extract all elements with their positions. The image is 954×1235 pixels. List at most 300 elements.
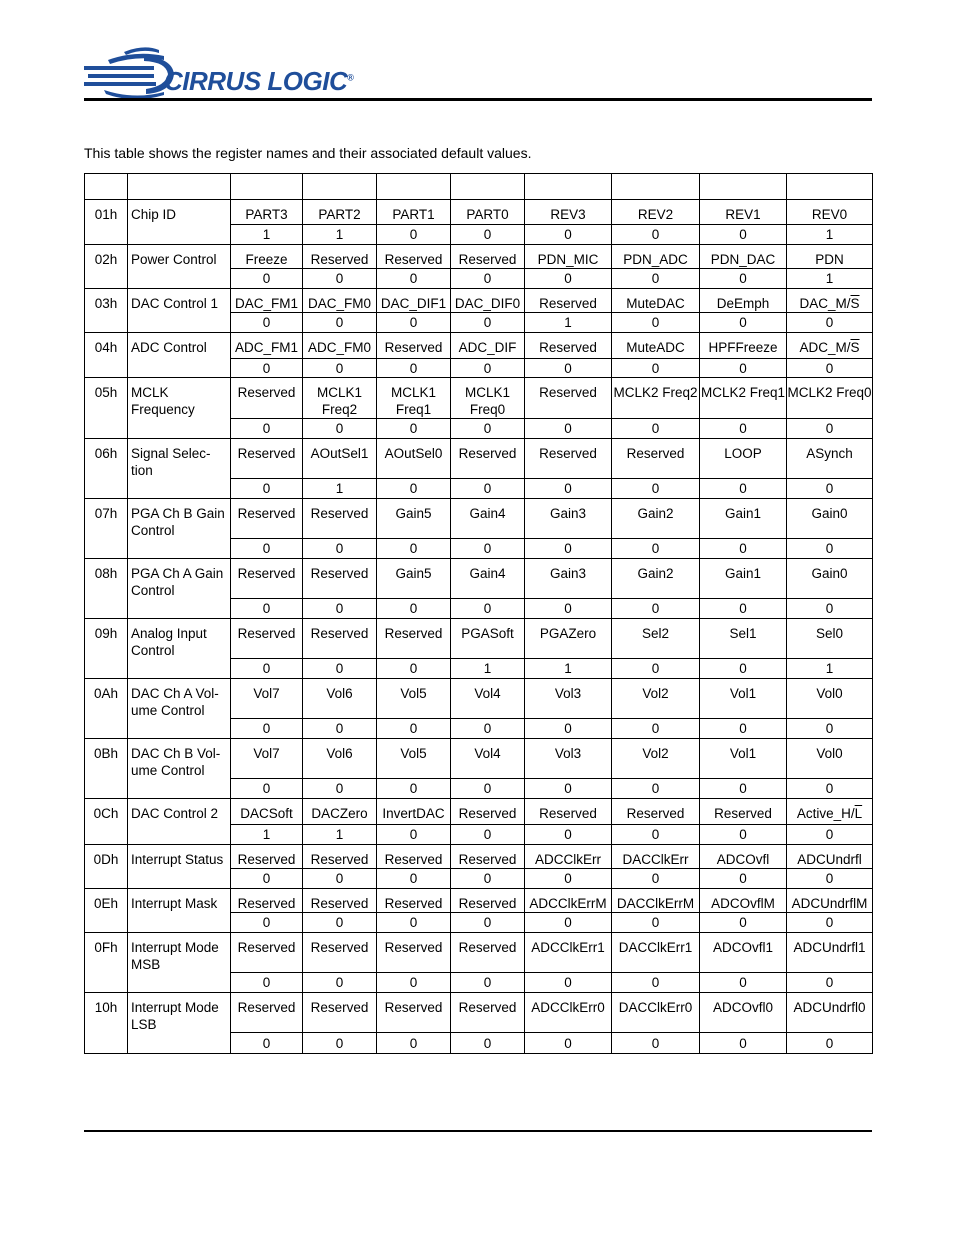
register-bit-name: Reserved <box>231 378 303 419</box>
register-default-value: 0 <box>377 313 451 333</box>
register-default-value: 0 <box>700 719 787 739</box>
register-default-value: 0 <box>612 659 700 679</box>
register-bit-name: Reserved <box>231 499 303 539</box>
register-name: PGA Ch A Gain Control <box>128 559 231 619</box>
register-bit-name: Reserved <box>303 245 377 269</box>
register-bit-name: Gain1 <box>700 559 787 599</box>
register-default-value: 0 <box>700 539 787 559</box>
register-bit-name: Reserved <box>525 799 612 825</box>
register-bit-name: PART0 <box>451 200 525 225</box>
register-bit-name: Reserved <box>303 845 377 869</box>
register-bit-name: Vol7 <box>231 679 303 719</box>
register-default-value: 0 <box>303 659 377 679</box>
register-bit-name: Vol4 <box>451 679 525 719</box>
register-bit-name: ADCUndrfl1 <box>787 933 873 973</box>
register-bit-name: Reserved <box>377 619 451 659</box>
register-bit-name: REV3 <box>525 200 612 225</box>
register-bit-name: Gain5 <box>377 499 451 539</box>
register-bit-name: Vol7 <box>231 739 303 779</box>
register-bit-name: $DAC\_M/\overline{S}$ <box>787 289 873 313</box>
register-bit-name: InvertDAC <box>377 799 451 825</box>
register-bit-name: Reserved <box>451 799 525 825</box>
register-bit-name: Reserved <box>231 933 303 973</box>
register-default-value: 0 <box>231 269 303 289</box>
register-default-value: 0 <box>525 419 612 439</box>
register-default-value: 0 <box>700 779 787 799</box>
header-cell <box>700 174 787 200</box>
register-default-value: 0 <box>612 419 700 439</box>
register-bit-name: DACZero <box>303 799 377 825</box>
register-default-value: 0 <box>451 359 525 378</box>
register-bit-name: Reserved <box>377 333 451 359</box>
register-default-value: 0 <box>451 913 525 933</box>
register-default-value: 0 <box>700 913 787 933</box>
register-default-value: 0 <box>377 659 451 679</box>
register-bit-name: PDN_ADC <box>612 245 700 269</box>
register-bits-row <box>85 889 873 913</box>
register-default-value: 0 <box>525 359 612 378</box>
register-default-value: 0 <box>231 869 303 889</box>
register-default-value: 0 <box>303 973 377 993</box>
header-cell <box>525 174 612 200</box>
register-bit-name: DACClkErr0 <box>612 993 700 1033</box>
register-bits-row <box>85 993 873 1033</box>
register-default-value: 0 <box>377 225 451 245</box>
register-default-value: 0 <box>231 659 303 679</box>
register-default-value: 0 <box>451 825 525 845</box>
register-address: 05h <box>85 378 128 439</box>
register-name: Interrupt Mode LSB <box>128 993 231 1054</box>
register-bit-name: REV2 <box>612 200 700 225</box>
register-default-value: 0 <box>451 779 525 799</box>
register-address: 07h <box>85 499 128 559</box>
register-bit-name: PDN <box>787 245 873 269</box>
logo-wordmark: CIRRUS LOGIC® <box>164 66 354 96</box>
register-bit-name: ADCUndrfl0 <box>787 993 873 1033</box>
register-default-value: 0 <box>525 719 612 739</box>
register-bit-name: Gain4 <box>451 559 525 599</box>
register-bit-name: ADCUndrfl <box>787 845 873 869</box>
register-bit-name: Gain0 <box>787 499 873 539</box>
register-default-value: 0 <box>525 869 612 889</box>
register-bits-row <box>85 200 873 225</box>
register-bit-name: MuteADC <box>612 333 700 359</box>
register-default-value: 0 <box>787 479 873 499</box>
register-default-value: 0 <box>231 779 303 799</box>
register-bit-name: Vol0 <box>787 679 873 719</box>
register-bit-name: PDN_DAC <box>700 245 787 269</box>
register-bit-name: Reserved <box>612 439 700 479</box>
register-bits-row <box>85 333 873 359</box>
register-bit-name: MCLK1 Freq0 <box>451 378 525 419</box>
register-bit-name: Reserved <box>525 378 612 419</box>
register-bit-name: MuteDAC <box>612 289 700 313</box>
register-default-value: 0 <box>377 599 451 619</box>
register-bit-name: Gain4 <box>451 499 525 539</box>
register-default-value: 0 <box>303 913 377 933</box>
register-default-value: 0 <box>525 479 612 499</box>
register-address: 06h <box>85 439 128 499</box>
register-bit-name: Reserved <box>231 993 303 1033</box>
register-bit-name: Reserved <box>231 559 303 599</box>
register-default-value: 0 <box>612 599 700 619</box>
register-default-value: 0 <box>231 359 303 378</box>
register-bit-name: Reserved <box>231 889 303 913</box>
register-default-value: 1 <box>787 269 873 289</box>
register-default-value: 1 <box>231 225 303 245</box>
register-bit-name: DAC_FM0 <box>303 289 377 313</box>
register-bit-name: PART3 <box>231 200 303 225</box>
register-default-value: 0 <box>612 719 700 739</box>
register-default-value: 0 <box>451 599 525 619</box>
register-bit-name: ADCOvfl0 <box>700 993 787 1033</box>
register-bit-name: ADC_FM0 <box>303 333 377 359</box>
register-default-value: 0 <box>525 599 612 619</box>
register-bit-name: LOOP <box>700 439 787 479</box>
register-default-value: 0 <box>525 779 612 799</box>
register-default-value: 0 <box>612 869 700 889</box>
register-name: Interrupt Status <box>128 845 231 889</box>
register-bit-name: Vol6 <box>303 679 377 719</box>
register-name: Power Control <box>128 245 231 289</box>
register-default-value: 0 <box>525 225 612 245</box>
register-bits-row <box>85 559 873 599</box>
register-default-value: 0 <box>231 419 303 439</box>
register-address: 09h <box>85 619 128 679</box>
register-default-value: 0 <box>451 869 525 889</box>
register-bit-name: Vol3 <box>525 679 612 719</box>
register-name: DAC Control 2 <box>128 799 231 845</box>
register-default-value: 0 <box>612 539 700 559</box>
register-default-value: 0 <box>303 599 377 619</box>
register-bit-name: DeEmph <box>700 289 787 313</box>
register-bit-name: ADCUndrflM <box>787 889 873 913</box>
register-address: 0Bh <box>85 739 128 799</box>
register-bit-name: Reserved <box>377 993 451 1033</box>
register-bit-name: Reserved <box>377 933 451 973</box>
register-bit-name: ADCClkErr <box>525 845 612 869</box>
register-default-value: 0 <box>451 479 525 499</box>
register-address: 0Dh <box>85 845 128 889</box>
register-default-value: 1 <box>451 659 525 679</box>
register-bit-name: ASynch <box>787 439 873 479</box>
register-bit-name: DAC_DIF1 <box>377 289 451 313</box>
register-name: Signal Selec-tion <box>128 439 231 499</box>
register-bits-row <box>85 799 873 825</box>
register-default-value: 0 <box>700 359 787 378</box>
register-bit-name: $Active\_H/\overline{L}$ <box>787 799 873 825</box>
register-default-value: 0 <box>303 313 377 333</box>
register-default-value: 0 <box>231 913 303 933</box>
register-default-value: 0 <box>303 869 377 889</box>
register-bit-name: Reserved <box>303 993 377 1033</box>
register-bit-name: Freeze <box>231 245 303 269</box>
register-bit-name: ADCOvflM <box>700 889 787 913</box>
register-default-value: 0 <box>700 599 787 619</box>
register-bit-name: Reserved <box>525 289 612 313</box>
register-bit-name: Gain3 <box>525 559 612 599</box>
register-default-value: 1 <box>303 225 377 245</box>
table-header-row <box>85 174 873 200</box>
register-bit-name: Reserved <box>451 889 525 913</box>
register-bit-name: Vol1 <box>700 739 787 779</box>
register-default-value: 1 <box>525 659 612 679</box>
register-bit-name: MCLK1 Freq1 <box>377 378 451 419</box>
register-bit-name: REV1 <box>700 200 787 225</box>
register-default-value: 0 <box>525 1033 612 1054</box>
register-bit-name: Reserved <box>231 845 303 869</box>
register-bit-name: Gain5 <box>377 559 451 599</box>
register-default-value: 0 <box>525 269 612 289</box>
register-bit-name: MCLK2 Freq0 <box>787 378 873 419</box>
register-default-value: 0 <box>612 359 700 378</box>
register-default-value: 0 <box>612 779 700 799</box>
register-bit-name: Reserved <box>451 439 525 479</box>
register-bit-name: REV0 <box>787 200 873 225</box>
register-bit-name: Sel2 <box>612 619 700 659</box>
register-bit-name: Reserved <box>303 889 377 913</box>
register-default-value: 0 <box>700 869 787 889</box>
register-bit-name: DACClkErr <box>612 845 700 869</box>
register-bit-name: Gain0 <box>787 559 873 599</box>
register-name: Analog Input Control <box>128 619 231 679</box>
register-default-value: 0 <box>612 225 700 245</box>
register-bit-name: Vol2 <box>612 739 700 779</box>
register-default-value: 0 <box>231 313 303 333</box>
register-bit-name: PGAZero <box>525 619 612 659</box>
register-bit-name: Reserved <box>303 559 377 599</box>
register-default-value: 0 <box>787 539 873 559</box>
register-default-value: 0 <box>451 225 525 245</box>
register-default-value: 0 <box>231 719 303 739</box>
register-default-value: 0 <box>787 1033 873 1054</box>
register-default-value: 0 <box>303 779 377 799</box>
register-bit-name: Reserved <box>451 933 525 973</box>
register-bit-name: PART2 <box>303 200 377 225</box>
register-bit-name: Reserved <box>231 619 303 659</box>
register-default-value: 0 <box>700 825 787 845</box>
register-default-value: 0 <box>377 479 451 499</box>
register-default-value: 0 <box>451 313 525 333</box>
register-bit-name: Vol5 <box>377 679 451 719</box>
register-bit-name: ADCClkErrM <box>525 889 612 913</box>
register-bit-name: Reserved <box>377 845 451 869</box>
register-default-value: 1 <box>231 825 303 845</box>
register-bit-name: ADCClkErr1 <box>525 933 612 973</box>
register-bits-row <box>85 933 873 973</box>
register-bit-name: Vol2 <box>612 679 700 719</box>
register-bit-name: ADCOvfl <box>700 845 787 869</box>
register-default-value: 0 <box>787 419 873 439</box>
register-default-value: 0 <box>700 1033 787 1054</box>
register-default-value: 0 <box>525 973 612 993</box>
register-bit-name: AOutSel1 <box>303 439 377 479</box>
register-default-value: 0 <box>700 479 787 499</box>
register-bit-name: DACSoft <box>231 799 303 825</box>
register-bit-name: Gain1 <box>700 499 787 539</box>
header-cell <box>128 174 231 200</box>
register-bit-name: MCLK2 Freq2 <box>612 378 700 419</box>
register-bit-name: ADC_DIF <box>451 333 525 359</box>
register-default-value: 0 <box>787 599 873 619</box>
header-cell <box>231 174 303 200</box>
register-address: 01h <box>85 200 128 245</box>
register-default-value: 0 <box>231 599 303 619</box>
register-default-value: 0 <box>303 269 377 289</box>
register-bit-name: Vol1 <box>700 679 787 719</box>
register-bit-name: HPFFreeze <box>700 333 787 359</box>
register-default-value: 0 <box>612 313 700 333</box>
header-rule <box>84 98 872 101</box>
register-default-value: 0 <box>612 825 700 845</box>
register-default-value: 0 <box>612 1033 700 1054</box>
register-bits-row <box>85 378 873 419</box>
register-bits-row <box>85 679 873 719</box>
register-default-value: 0 <box>377 869 451 889</box>
register-default-value: 0 <box>787 825 873 845</box>
header-cell <box>451 174 525 200</box>
register-bit-name: Gain3 <box>525 499 612 539</box>
intro-text: This table shows the register names and their associated default values. <box>84 145 532 161</box>
register-bit-name: AOutSel0 <box>377 439 451 479</box>
register-bit-name: Gain2 <box>612 499 700 539</box>
register-bits-row <box>85 845 873 869</box>
register-bits-row <box>85 739 873 779</box>
header-cell <box>612 174 700 200</box>
register-default-value: 0 <box>377 419 451 439</box>
register-bit-name: Vol3 <box>525 739 612 779</box>
register-bit-name: Sel0 <box>787 619 873 659</box>
register-bit-name: $ADC\_M/\overline{S}$ <box>787 333 873 359</box>
register-bit-name: Reserved <box>377 889 451 913</box>
register-default-value: 0 <box>787 719 873 739</box>
register-default-value: 0 <box>377 359 451 378</box>
register-bit-name: Reserved <box>451 245 525 269</box>
header-cell <box>303 174 377 200</box>
register-bit-name: Reserved <box>451 993 525 1033</box>
register-bits-row <box>85 619 873 659</box>
register-default-value: 0 <box>451 973 525 993</box>
register-default-value: 0 <box>700 419 787 439</box>
register-name: MCLK Frequency <box>128 378 231 439</box>
register-bit-name: MCLK1 Freq2 <box>303 378 377 419</box>
register-bit-name: Reserved <box>525 333 612 359</box>
register-bit-name: Vol6 <box>303 739 377 779</box>
register-default-value: 0 <box>700 973 787 993</box>
register-default-value: 0 <box>525 825 612 845</box>
register-name: DAC Ch B Vol-ume Control <box>128 739 231 799</box>
register-default-value: 0 <box>303 539 377 559</box>
header-cell <box>377 174 451 200</box>
register-bit-name: Gain2 <box>612 559 700 599</box>
register-default-value: 0 <box>451 269 525 289</box>
register-address: 04h <box>85 333 128 378</box>
register-bit-name: DACClkErrM <box>612 889 700 913</box>
register-name: DAC Control 1 <box>128 289 231 333</box>
register-bit-name: PDN_MIC <box>525 245 612 269</box>
register-address: 0Ah <box>85 679 128 739</box>
register-default-value: 0 <box>700 659 787 679</box>
register-address: 0Eh <box>85 889 128 933</box>
register-address: 03h <box>85 289 128 333</box>
register-name: Interrupt Mode MSB <box>128 933 231 993</box>
register-bits-row <box>85 289 873 313</box>
register-bit-name: ADC_FM1 <box>231 333 303 359</box>
register-default-value: 0 <box>231 973 303 993</box>
register-bit-name: ADCClkErr0 <box>525 993 612 1033</box>
register-name: DAC Ch A Vol-ume Control <box>128 679 231 739</box>
register-bit-name: Sel1 <box>700 619 787 659</box>
register-default-value: 0 <box>451 539 525 559</box>
register-default-value: 0 <box>612 973 700 993</box>
register-address: 08h <box>85 559 128 619</box>
register-bit-name: Vol0 <box>787 739 873 779</box>
header-cell <box>85 174 128 200</box>
register-default-value: 0 <box>612 479 700 499</box>
register-bit-name: MCLK2 Freq1 <box>700 378 787 419</box>
register-default-value: 0 <box>377 269 451 289</box>
register-default-value: 0 <box>303 1033 377 1054</box>
register-bit-name: Vol5 <box>377 739 451 779</box>
register-default-value: 1 <box>787 659 873 679</box>
register-name: Chip ID <box>128 200 231 245</box>
register-default-value: 0 <box>231 539 303 559</box>
register-default-value: 1 <box>303 479 377 499</box>
register-default-value: 0 <box>612 269 700 289</box>
register-default-value: 0 <box>525 539 612 559</box>
register-bits-row <box>85 499 873 539</box>
register-default-value: 0 <box>787 913 873 933</box>
register-default-value: 0 <box>451 419 525 439</box>
register-default-value: 0 <box>787 359 873 378</box>
register-default-value: 1 <box>525 313 612 333</box>
register-bit-name: DACClkErr1 <box>612 933 700 973</box>
register-default-value: 0 <box>231 479 303 499</box>
register-default-value: 0 <box>700 269 787 289</box>
register-bit-name: DAC_DIF0 <box>451 289 525 313</box>
register-name: ADC Control <box>128 333 231 378</box>
register-bit-name: Reserved <box>303 933 377 973</box>
register-default-value: 0 <box>787 973 873 993</box>
register-default-value: 1 <box>303 825 377 845</box>
register-default-value: 0 <box>787 779 873 799</box>
register-name: Interrupt Mask <box>128 889 231 933</box>
register-address: 10h <box>85 993 128 1054</box>
register-default-value: 0 <box>377 1033 451 1054</box>
register-default-value: 0 <box>303 359 377 378</box>
register-default-value: 0 <box>377 913 451 933</box>
register-default-value: 0 <box>525 913 612 933</box>
register-default-value: 0 <box>377 825 451 845</box>
register-bit-name: PART1 <box>377 200 451 225</box>
header-cell <box>787 174 873 200</box>
register-default-value: 1 <box>787 225 873 245</box>
register-default-value: 0 <box>451 719 525 739</box>
register-default-value: 0 <box>451 1033 525 1054</box>
register-default-value: 0 <box>700 225 787 245</box>
register-bit-name: Vol4 <box>451 739 525 779</box>
register-bit-name: Reserved <box>303 619 377 659</box>
register-bit-name: Reserved <box>700 799 787 825</box>
register-default-value: 0 <box>700 313 787 333</box>
register-default-value: 0 <box>787 869 873 889</box>
register-address: 0Ch <box>85 799 128 845</box>
register-default-value: 0 <box>377 779 451 799</box>
register-bit-name: Reserved <box>612 799 700 825</box>
register-bit-name: Reserved <box>231 439 303 479</box>
register-bit-name: DAC_FM1 <box>231 289 303 313</box>
register-default-value: 0 <box>377 539 451 559</box>
